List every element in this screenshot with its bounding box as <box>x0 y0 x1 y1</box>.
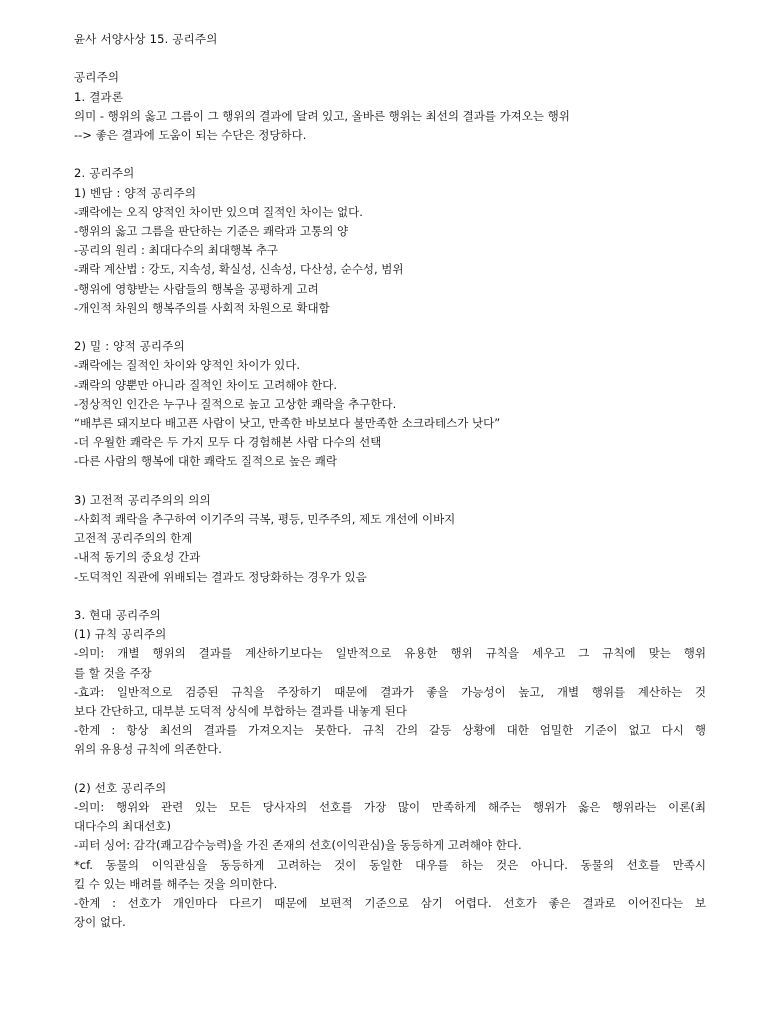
list-item: -쾌락 계산법 : 강도, 지속성, 확실성, 신속성, 다산성, 순수성, 범위 <box>74 262 404 277</box>
spacer <box>74 318 706 337</box>
list-item: -정상적인 인간은 누구나 질적으로 높고 고상한 쾌락을 추구한다. <box>74 396 397 411</box>
spacer <box>74 49 706 68</box>
spacer <box>74 587 706 606</box>
list-item: -행위에 영향받는 사람들의 행복을 공평하게 고려 <box>74 281 319 296</box>
spacer <box>74 145 706 164</box>
document-page <box>74 30 706 932</box>
list-item: -개인적 차원의 행복주의를 사회적 차원으로 확대함 <box>74 300 330 315</box>
heading-modern-utilitarianism: 3. 현대 공리주의 <box>74 608 161 623</box>
list-item: -공리의 원리 : 최대다수의 최대행복 추구 <box>74 243 279 258</box>
list-item: -다른 사람의 행복에 대한 쾌락도 질적으로 높은 쾌락 <box>74 454 338 469</box>
text-line: --> 좋은 결과에 도움이 되는 수단은 정당하다. <box>74 128 307 142</box>
subheading-classical-limits: 고전적 공리주의의 한계 <box>74 531 193 546</box>
list-item: -행위의 옳고 그름을 판단하는 기준은 쾌락과 고통의 양 <box>74 224 349 238</box>
text-line: -효과: 일반적으로 검증된 규칙을 주장하기 때문에 결과가 좋을 가능성이 높고, 개별 행위를 계산하는 것 <box>74 684 706 699</box>
heading-classical-meaning: 3) 고전적 공리주의의 의의 <box>74 492 211 507</box>
text-line: -한계 : 항상 최선의 결과를 가져오지는 못한다. 규칙 간의 갈등 상황에 대한 엄밀한 기준이 없고 다시 행 <box>74 723 706 738</box>
spacer <box>74 760 706 779</box>
heading-utilitarianism: 2. 공리주의 <box>74 166 135 181</box>
text-line: 킬 수 있는 배려를 해주는 것을 의미한다. <box>74 876 278 891</box>
text-line: 의미 - 행위의 옳고 그름이 그 행위의 결과에 달려 있고, 올바른 행위는 최선의 결과를 가져오는 행위 <box>74 108 570 123</box>
document-header-title: 윤사 서양사상 15. 공리주의 <box>74 32 218 46</box>
list-item: -더 우월한 쾌락은 두 가지 모두 다 경험해본 사람 다수의 선택 <box>74 435 382 450</box>
text-line: 장이 없다. <box>74 915 126 930</box>
heading-consequentialism: 1. 결과론 <box>74 89 124 104</box>
text-line: -의미: 개별 행위의 결과를 계산하기보다는 일반적으로 유용한 행위 규칙을 세우고 그 규칙에 맞는 행위 <box>74 646 706 661</box>
spacer <box>74 472 706 491</box>
text-line: 위의 유용성 규칙에 의존한다. <box>74 742 222 757</box>
quote-line: “배부른 돼지보다 배고픈 사람이 낫고, 만족한 바보보다 불만족한 소크라테스가 낫다” <box>74 416 501 431</box>
text-line: *cf. 동물의 이익관심을 동등하게 고려하는 것이 동일한 대우를 하는 것은 아니다. 동물의 선호를 만족시 <box>74 857 706 872</box>
heading-mill: 2) 밀 : 양적 공리주의 <box>74 339 185 354</box>
heading-preference-utilitarianism: (2) 선호 공리주의 <box>74 780 167 795</box>
heading-rule-utilitarianism: (1) 규칙 공리주의 <box>74 627 167 642</box>
text-line: 대다수의 최대선호) <box>74 819 172 834</box>
section-title: 공리주의 <box>74 70 120 85</box>
list-item: -쾌락에는 오직 양적인 차이만 있으며 질적인 차이는 없다. <box>74 204 363 219</box>
list-item: -쾌락에는 질적인 차이와 양적인 차이가 있다. <box>74 358 301 373</box>
text-line: 보다 간단하고, 대부분 도덕적 상식에 부합하는 결과를 내놓게 된다 <box>74 704 407 719</box>
list-item: -쾌락의 양뿐만 아니라 질적인 차이도 고려해야 한다. <box>74 377 338 392</box>
text-line: -피터 싱어: 감각(쾌고감수능력)을 가진 존재의 선호(이익관심)을 동등하게 고려해야 한다. <box>74 838 522 853</box>
list-item: -사회적 쾌락을 추구하여 이기주의 극복, 평등, 민주주의, 제도 개선에 이바지 <box>74 512 456 527</box>
list-item: -도덕적인 직관에 위배되는 결과도 정당화하는 경우가 있음 <box>74 569 367 584</box>
text-line: -의미: 행위와 관련 있는 모든 당사자의 선호를 가장 많이 만족하게 해주는 행위가 옳은 행위라는 이론(최 <box>74 800 706 815</box>
text-line: -한계 : 선호가 개인마다 다르기 때문에 보편적 기준으로 삼기 어렵다. 선호가 좋은 결과로 이어진다는 보 <box>74 896 706 911</box>
heading-bentham: 1) 벤담 : 양적 공리주의 <box>74 185 197 200</box>
text-line: 를 할 것을 주장 <box>74 665 152 680</box>
list-item: -내적 동기의 중요성 간과 <box>74 550 201 565</box>
